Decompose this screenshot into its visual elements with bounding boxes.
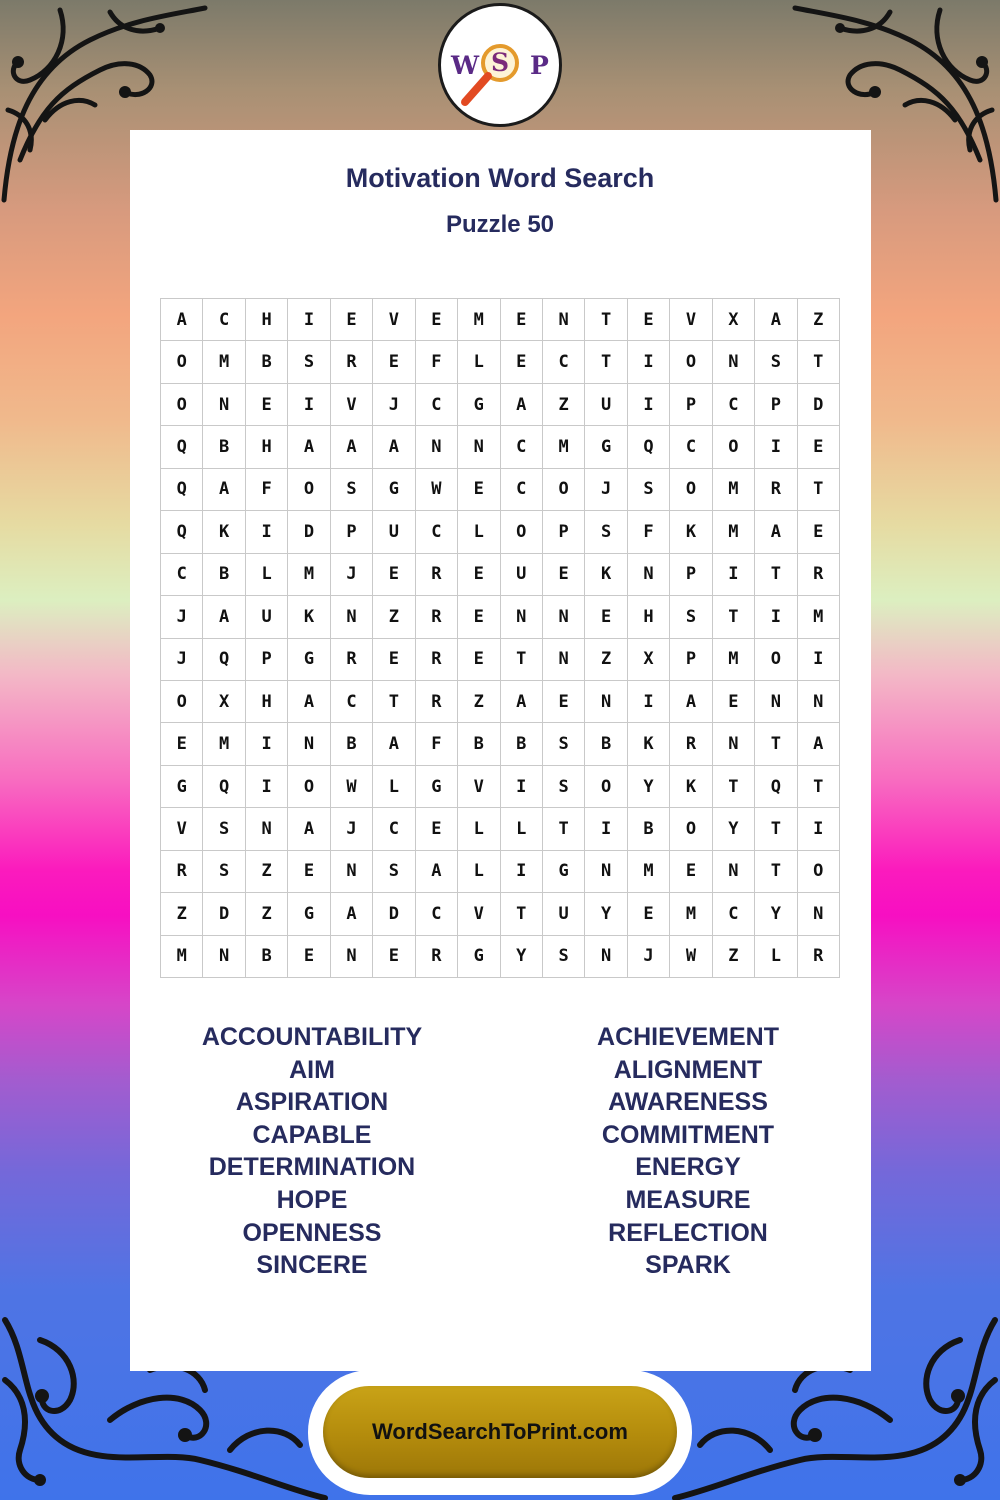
word-item: MEASURE — [625, 1185, 751, 1214]
grid-cell[interactable]: T — [798, 766, 840, 808]
grid-cell[interactable]: Z — [373, 596, 415, 638]
grid-cell[interactable]: A — [670, 681, 712, 723]
grid-cell[interactable]: Q — [628, 426, 670, 468]
grid-cell[interactable]: X — [203, 681, 245, 723]
grid-cell[interactable]: R — [416, 936, 458, 978]
grid-cell[interactable]: E — [161, 723, 203, 765]
grid-cell[interactable]: E — [713, 681, 755, 723]
grid-cell[interactable]: I — [585, 808, 627, 850]
grid-cell[interactable]: Q — [755, 766, 797, 808]
grid-cell[interactable]: B — [458, 723, 500, 765]
website-link-label: WordSearchToPrint.com — [372, 1419, 628, 1444]
grid-cell[interactable]: T — [585, 341, 627, 383]
grid-cell[interactable]: F — [246, 469, 288, 511]
grid-cell[interactable]: E — [458, 554, 500, 596]
grid-cell[interactable]: R — [416, 554, 458, 596]
grid-cell[interactable]: A — [288, 681, 330, 723]
grid-cell[interactable]: N — [585, 681, 627, 723]
grid-cell[interactable]: T — [373, 681, 415, 723]
grid-cell[interactable]: Y — [713, 808, 755, 850]
grid-cell[interactable]: B — [331, 723, 373, 765]
grid-cell[interactable]: I — [288, 299, 330, 341]
grid-cell[interactable]: V — [670, 299, 712, 341]
grid-cell[interactable]: M — [543, 426, 585, 468]
site-logo[interactable] — [438, 3, 562, 127]
grid-cell[interactable]: N — [585, 851, 627, 893]
grid-cell[interactable]: C — [501, 426, 543, 468]
grid-cell[interactable]: L — [458, 341, 500, 383]
word-item: AWARENESS — [608, 1088, 768, 1117]
grid-cell[interactable]: O — [288, 469, 330, 511]
grid-cell[interactable]: O — [713, 426, 755, 468]
grid-cell[interactable]: G — [543, 851, 585, 893]
grid-cell[interactable]: O — [288, 766, 330, 808]
grid-cell[interactable]: M — [458, 299, 500, 341]
grid-cell[interactable]: R — [755, 469, 797, 511]
grid-cell[interactable]: S — [203, 808, 245, 850]
grid-cell[interactable]: A — [373, 426, 415, 468]
grid-cell[interactable]: I — [501, 851, 543, 893]
grid-cell[interactable]: J — [585, 469, 627, 511]
grid-cell[interactable]: N — [585, 936, 627, 978]
grid-cell[interactable]: E — [670, 851, 712, 893]
grid-cell[interactable]: T — [501, 893, 543, 935]
grid-cell[interactable]: A — [331, 426, 373, 468]
grid-cell[interactable]: U — [246, 596, 288, 638]
grid-cell[interactable]: L — [755, 936, 797, 978]
word-list-left — [162, 1021, 462, 1282]
word-item: SPARK — [645, 1251, 731, 1280]
grid-cell[interactable]: N — [543, 596, 585, 638]
grid-cell[interactable]: N — [246, 808, 288, 850]
grid-cell[interactable]: O — [670, 808, 712, 850]
grid-cell[interactable]: Y — [755, 893, 797, 935]
grid-cell[interactable]: A — [203, 596, 245, 638]
word-item: ENERGY — [635, 1153, 741, 1182]
grid-cell[interactable]: S — [628, 469, 670, 511]
grid-cell[interactable]: N — [713, 851, 755, 893]
grid-cell[interactable]: O — [543, 469, 585, 511]
grid-cell[interactable]: Z — [246, 851, 288, 893]
grid-cell[interactable]: E — [288, 936, 330, 978]
grid-cell[interactable]: S — [288, 341, 330, 383]
word-item: ACHIEVEMENT — [597, 1023, 779, 1051]
grid-cell[interactable]: R — [161, 851, 203, 893]
grid-cell[interactable]: I — [628, 384, 670, 426]
grid-cell[interactable]: R — [416, 596, 458, 638]
grid-cell[interactable]: A — [755, 299, 797, 341]
website-link-button[interactable] — [323, 1386, 677, 1478]
grid-cell[interactable]: A — [288, 426, 330, 468]
grid-cell[interactable]: O — [670, 469, 712, 511]
grid-cell[interactable]: E — [416, 808, 458, 850]
grid-cell[interactable]: N — [288, 723, 330, 765]
grid-cell[interactable]: I — [755, 596, 797, 638]
logo-letter-w: W — [451, 51, 480, 80]
grid-cell[interactable]: E — [458, 596, 500, 638]
grid-cell[interactable]: M — [713, 511, 755, 553]
grid-cell[interactable]: I — [288, 384, 330, 426]
grid-cell[interactable]: G — [458, 384, 500, 426]
grid-cell[interactable]: A — [203, 469, 245, 511]
grid-cell[interactable]: T — [755, 808, 797, 850]
grid-cell[interactable]: R — [331, 341, 373, 383]
grid-cell[interactable]: S — [670, 596, 712, 638]
grid-cell[interactable]: D — [203, 893, 245, 935]
grid-cell[interactable]: T — [501, 639, 543, 681]
grid-cell[interactable]: O — [161, 681, 203, 723]
grid-cell[interactable]: V — [331, 384, 373, 426]
grid-cell[interactable]: Q — [161, 511, 203, 553]
grid-cell[interactable]: J — [628, 936, 670, 978]
grid-cell[interactable]: E — [373, 341, 415, 383]
grid-cell[interactable]: E — [543, 554, 585, 596]
grid-cell[interactable]: T — [585, 299, 627, 341]
grid-cell[interactable]: O — [798, 851, 840, 893]
grid-cell[interactable]: E — [416, 299, 458, 341]
grid-cell[interactable]: E — [628, 893, 670, 935]
grid-cell[interactable]: G — [458, 936, 500, 978]
grid-cell[interactable]: A — [373, 723, 415, 765]
grid-cell[interactable]: D — [798, 384, 840, 426]
grid-cell[interactable]: S — [203, 851, 245, 893]
grid-cell[interactable]: L — [501, 808, 543, 850]
grid-cell[interactable]: E — [373, 554, 415, 596]
grid-cell[interactable]: F — [416, 341, 458, 383]
grid-cell[interactable]: M — [203, 723, 245, 765]
grid-cell[interactable]: P — [670, 639, 712, 681]
grid-cell[interactable]: N — [713, 341, 755, 383]
grid-cell[interactable]: R — [416, 681, 458, 723]
grid-cell[interactable]: N — [543, 299, 585, 341]
grid-cell[interactable]: M — [161, 936, 203, 978]
grid-cell[interactable]: B — [203, 554, 245, 596]
grid-cell[interactable]: T — [713, 766, 755, 808]
grid-cell[interactable]: N — [203, 936, 245, 978]
grid-cell[interactable]: S — [755, 341, 797, 383]
word-item: REFLECTION — [608, 1218, 768, 1247]
grid-cell[interactable]: Z — [713, 936, 755, 978]
grid-cell[interactable]: R — [798, 936, 840, 978]
word-item: COMMITMENT — [601, 1120, 775, 1149]
grid-cell[interactable]: C — [713, 384, 755, 426]
grid-cell[interactable]: M — [713, 469, 755, 511]
grid-cell[interactable]: N — [331, 936, 373, 978]
grid-cell[interactable]: C — [331, 681, 373, 723]
logo-letter-s: S — [491, 48, 510, 77]
grid-cell[interactable]: Q — [203, 639, 245, 681]
grid-cell[interactable]: S — [585, 511, 627, 553]
grid-cell[interactable]: E — [585, 596, 627, 638]
grid-cell[interactable]: E — [458, 639, 500, 681]
grid-cell[interactable]: U — [373, 511, 415, 553]
grid-cell[interactable]: C — [161, 554, 203, 596]
grid-cell[interactable]: I — [798, 808, 840, 850]
grid-cell[interactable]: Z — [798, 299, 840, 341]
word-item: ACCOUNTABILITY — [201, 1023, 423, 1051]
grid-cell[interactable]: E — [373, 936, 415, 978]
grid-cell[interactable]: E — [373, 639, 415, 681]
grid-cell[interactable]: B — [246, 341, 288, 383]
grid-cell[interactable]: H — [246, 426, 288, 468]
grid-cell[interactable]: X — [713, 299, 755, 341]
grid-cell[interactable]: T — [755, 851, 797, 893]
grid-cell[interactable]: P — [670, 384, 712, 426]
grid-cell[interactable]: W — [416, 469, 458, 511]
grid-cell[interactable]: N — [713, 723, 755, 765]
word-item: SINCERE — [256, 1251, 368, 1280]
grid-cell[interactable]: A — [501, 384, 543, 426]
grid-cell[interactable]: N — [628, 554, 670, 596]
grid-cell[interactable]: T — [798, 341, 840, 383]
grid-cell[interactable]: Z — [161, 893, 203, 935]
grid-cell[interactable]: S — [373, 851, 415, 893]
grid-cell[interactable]: Z — [543, 384, 585, 426]
grid-cell[interactable]: I — [628, 341, 670, 383]
grid-cell[interactable]: P — [670, 554, 712, 596]
grid-cell[interactable]: N — [416, 426, 458, 468]
grid-cell[interactable]: I — [755, 426, 797, 468]
grid-cell[interactable]: B — [203, 426, 245, 468]
grid-cell[interactable]: T — [543, 808, 585, 850]
grid-cell[interactable]: P — [331, 511, 373, 553]
grid-cell[interactable]: O — [161, 341, 203, 383]
puzzle-number: Puzzle 50 — [445, 211, 555, 238]
grid-cell[interactable]: W — [670, 936, 712, 978]
grid-cell[interactable]: O — [585, 766, 627, 808]
word-item: ALIGNMENT — [613, 1055, 763, 1084]
word-item: ASPIRATION — [235, 1088, 389, 1117]
grid-cell[interactable]: C — [203, 299, 245, 341]
grid-cell[interactable]: T — [713, 596, 755, 638]
grid-cell[interactable]: T — [798, 469, 840, 511]
word-item: AIM — [289, 1055, 335, 1084]
grid-cell[interactable]: T — [755, 554, 797, 596]
grid-cell[interactable]: S — [543, 766, 585, 808]
grid-cell[interactable]: A — [755, 511, 797, 553]
grid-cell[interactable]: G — [288, 893, 330, 935]
grid-cell[interactable]: Y — [628, 766, 670, 808]
grid-cell[interactable]: A — [331, 893, 373, 935]
grid-cell[interactable]: N — [501, 596, 543, 638]
grid-cell[interactable]: E — [798, 426, 840, 468]
grid-cell[interactable]: L — [458, 808, 500, 850]
page-title: Motivation Word Search — [345, 163, 655, 193]
grid-cell[interactable]: C — [713, 893, 755, 935]
grid-cell[interactable]: B — [246, 936, 288, 978]
grid-cell[interactable]: E — [628, 299, 670, 341]
grid-cell[interactable]: O — [670, 341, 712, 383]
word-list-right — [538, 1021, 838, 1282]
grid-cell[interactable]: M — [670, 893, 712, 935]
grid-cell[interactable]: C — [416, 384, 458, 426]
grid-cell[interactable]: M — [628, 851, 670, 893]
grid-cell[interactable]: E — [246, 384, 288, 426]
grid-cell[interactable]: I — [246, 766, 288, 808]
grid-cell[interactable]: Y — [585, 893, 627, 935]
grid-cell[interactable]: Z — [585, 639, 627, 681]
grid-cell[interactable]: P — [246, 639, 288, 681]
grid-cell[interactable]: K — [670, 766, 712, 808]
grid-cell[interactable]: C — [416, 893, 458, 935]
grid-cell[interactable]: B — [501, 723, 543, 765]
grid-cell[interactable]: Q — [161, 469, 203, 511]
grid-cell[interactable]: E — [798, 511, 840, 553]
grid-cell[interactable]: I — [501, 766, 543, 808]
grid-cell[interactable]: B — [585, 723, 627, 765]
grid-cell[interactable]: G — [373, 469, 415, 511]
grid-cell[interactable]: S — [543, 936, 585, 978]
grid-cell[interactable]: K — [628, 723, 670, 765]
grid-cell[interactable]: H — [628, 596, 670, 638]
grid-cell[interactable]: I — [713, 554, 755, 596]
grid-cell[interactable]: J — [331, 554, 373, 596]
grid-cell[interactable]: V — [458, 766, 500, 808]
grid-cell[interactable]: K — [288, 596, 330, 638]
grid-cell[interactable]: E — [543, 681, 585, 723]
grid-cell[interactable]: W — [331, 766, 373, 808]
grid-cell[interactable]: J — [373, 384, 415, 426]
grid-cell[interactable]: F — [628, 511, 670, 553]
grid-cell[interactable]: A — [501, 681, 543, 723]
grid-cell[interactable]: L — [246, 554, 288, 596]
grid-cell[interactable]: E — [288, 851, 330, 893]
grid-cell[interactable]: B — [628, 808, 670, 850]
grid-cell[interactable]: R — [331, 639, 373, 681]
grid-cell[interactable]: Q — [203, 766, 245, 808]
grid-cell[interactable]: N — [331, 851, 373, 893]
grid-cell[interactable]: X — [628, 639, 670, 681]
grid-cell[interactable]: N — [755, 681, 797, 723]
grid-cell[interactable]: V — [373, 299, 415, 341]
word-item: OPENNESS — [242, 1218, 382, 1247]
grid-cell[interactable]: T — [755, 723, 797, 765]
grid-cell[interactable]: S — [543, 723, 585, 765]
grid-cell[interactable]: P — [755, 384, 797, 426]
grid-cell[interactable]: F — [416, 723, 458, 765]
grid-cell[interactable]: E — [331, 299, 373, 341]
grid-cell[interactable]: I — [246, 723, 288, 765]
grid-cell[interactable]: R — [798, 554, 840, 596]
grid-cell[interactable]: G — [416, 766, 458, 808]
grid-cell[interactable]: C — [670, 426, 712, 468]
grid-cell[interactable]: M — [288, 554, 330, 596]
grid-cell[interactable]: K — [585, 554, 627, 596]
grid-cell[interactable]: Z — [458, 681, 500, 723]
grid-cell[interactable]: N — [543, 639, 585, 681]
grid-cell[interactable]: Q — [161, 426, 203, 468]
grid-cell[interactable]: E — [458, 469, 500, 511]
grid-cell[interactable]: U — [501, 554, 543, 596]
grid-cell[interactable]: O — [755, 639, 797, 681]
grid-cell[interactable]: H — [246, 299, 288, 341]
grid-cell[interactable]: E — [501, 299, 543, 341]
grid-cell[interactable]: N — [458, 426, 500, 468]
grid-cell[interactable]: J — [161, 639, 203, 681]
logo-letter-p: P — [530, 51, 549, 80]
word-item: HOPE — [276, 1185, 348, 1214]
grid-cell[interactable]: U — [543, 893, 585, 935]
grid-cell[interactable]: O — [161, 384, 203, 426]
grid-cell[interactable]: U — [585, 384, 627, 426]
grid-cell[interactable]: C — [416, 511, 458, 553]
grid-cell[interactable]: G — [585, 426, 627, 468]
grid-cell[interactable]: D — [373, 893, 415, 935]
word-item: DETERMINATION — [208, 1153, 416, 1182]
grid-cell[interactable]: J — [161, 596, 203, 638]
grid-cell[interactable]: C — [543, 341, 585, 383]
grid-cell[interactable]: I — [798, 639, 840, 681]
grid-cell[interactable]: M — [203, 341, 245, 383]
grid-cell[interactable]: O — [501, 511, 543, 553]
grid-cell[interactable]: N — [798, 893, 840, 935]
grid-cell[interactable]: A — [416, 851, 458, 893]
grid-cell[interactable]: R — [416, 639, 458, 681]
word-item: CAPABLE — [252, 1120, 372, 1149]
grid-cell[interactable]: C — [373, 808, 415, 850]
grid-cell[interactable]: A — [798, 723, 840, 765]
grid-cell[interactable]: N — [798, 681, 840, 723]
grid-cell[interactable]: K — [203, 511, 245, 553]
grid-cell[interactable]: M — [713, 639, 755, 681]
grid-cell[interactable]: H — [246, 681, 288, 723]
grid-cell[interactable]: I — [628, 681, 670, 723]
grid-cell[interactable]: C — [501, 469, 543, 511]
grid-cell[interactable]: Y — [501, 936, 543, 978]
grid-cell[interactable]: D — [288, 511, 330, 553]
grid-cell[interactable]: Z — [246, 893, 288, 935]
grid-cell[interactable]: I — [246, 511, 288, 553]
grid-cell[interactable]: V — [161, 808, 203, 850]
grid-cell[interactable]: R — [670, 723, 712, 765]
grid-cell[interactable]: K — [670, 511, 712, 553]
letter-grid[interactable] — [160, 298, 840, 978]
grid-cell[interactable]: P — [543, 511, 585, 553]
grid-cell[interactable]: G — [161, 766, 203, 808]
grid-cell[interactable]: L — [458, 851, 500, 893]
grid-cell[interactable]: L — [458, 511, 500, 553]
grid-cell[interactable]: V — [458, 893, 500, 935]
grid-cell[interactable]: N — [203, 384, 245, 426]
grid-cell[interactable]: A — [161, 299, 203, 341]
grid-cell[interactable]: M — [798, 596, 840, 638]
grid-cell[interactable]: L — [373, 766, 415, 808]
grid-cell[interactable]: E — [501, 341, 543, 383]
grid-cell[interactable]: S — [331, 469, 373, 511]
grid-cell[interactable]: N — [331, 596, 373, 638]
grid-cell[interactable]: G — [288, 639, 330, 681]
grid-cell[interactable]: J — [331, 808, 373, 850]
grid-cell[interactable]: A — [288, 808, 330, 850]
